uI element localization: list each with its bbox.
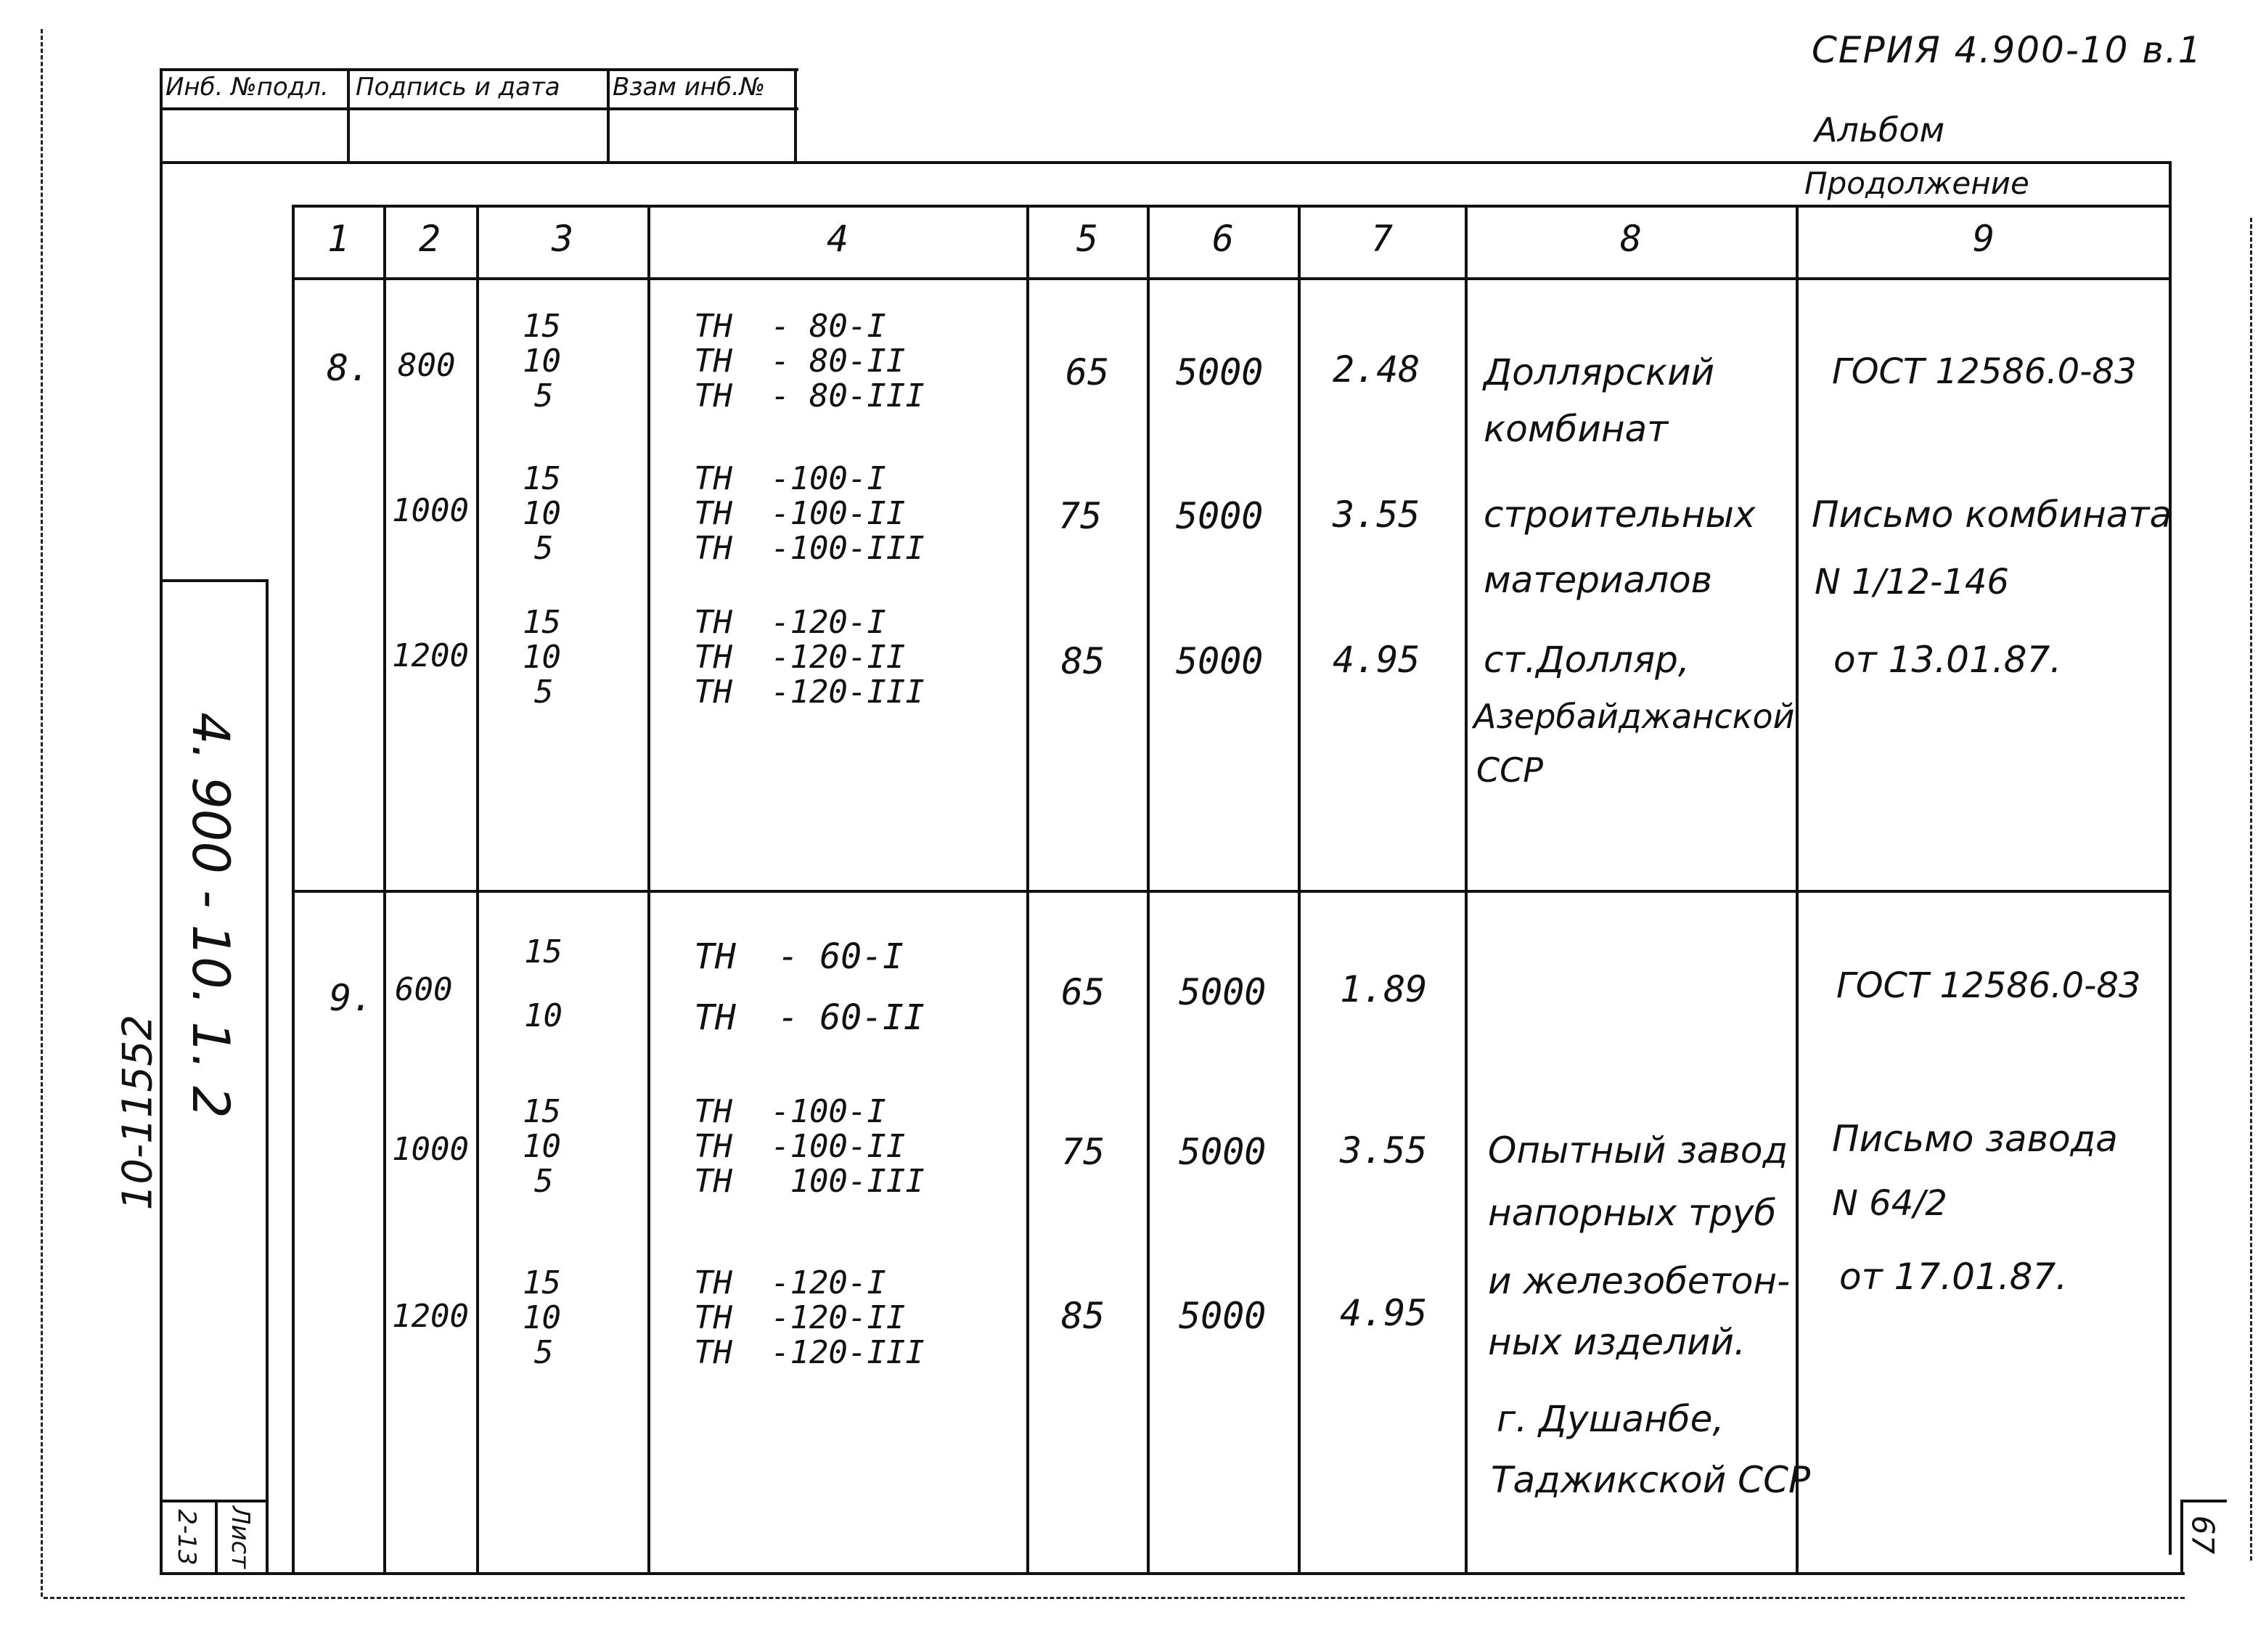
manufacturer-line: и железобетон- — [1488, 1260, 1791, 1302]
manufacturer-line: ных изделий. — [1488, 1321, 1746, 1363]
col-line-8 — [1796, 205, 1799, 1574]
col-line-0 — [292, 205, 295, 1574]
col-line-1 — [383, 205, 386, 1574]
stamp-divider-1 — [347, 68, 350, 163]
pressure-value: 15 — [523, 308, 561, 345]
pipe-mark: ТН -100-II — [694, 1128, 906, 1165]
standard-reference: ГОСТ 12586.0-83 — [1836, 965, 2141, 1006]
col-header-9: 9 — [1972, 218, 1995, 260]
pressure-value: 5 — [534, 530, 554, 567]
col6-cell: 5000 — [1179, 1131, 1267, 1173]
manufacturer-line: Доллярский — [1484, 351, 1715, 393]
page-number: 67 — [2185, 1515, 2221, 1555]
pipe-mark-list — [694, 1266, 925, 1370]
manufacturer-line: Опытный завод — [1488, 1129, 1788, 1171]
pressure-value: 10 — [523, 495, 561, 532]
pressure-value: 15 — [524, 933, 563, 970]
col-line-6 — [1298, 205, 1301, 1574]
pipe-mark: ТН -120-I — [694, 1264, 886, 1301]
pipe-mark: ТН - 60-I — [694, 936, 904, 977]
pipe-mark: ТН -120-III — [694, 674, 925, 711]
letter-date: от 13.01.87. — [1833, 639, 2062, 681]
col6-cell: 5000 — [1176, 495, 1264, 537]
pressure-value: 15 — [523, 604, 561, 641]
designation-text: 4. 900 - 10. 1. 2 — [181, 712, 240, 1119]
pressure-value: 5 — [534, 377, 554, 414]
document-code: 10-11552 — [114, 1014, 162, 1211]
letter-reference: Письмо комбината — [1812, 494, 2172, 536]
page-trim-left — [41, 29, 43, 1597]
col-line-2 — [476, 205, 479, 1574]
series-label: СЕРИЯ 4.900-10 в.1 — [1812, 29, 2203, 71]
col5-cell: 85 — [1061, 640, 1105, 682]
pressure-value: 10 — [523, 343, 561, 380]
pressure-value: 5 — [534, 1163, 554, 1200]
manufacturer-line: строительных — [1484, 494, 1756, 536]
letter-number: N 1/12-146 — [1815, 562, 2009, 602]
frame-top — [160, 68, 798, 71]
manufacturer-line: материалов — [1484, 559, 1713, 601]
pipe-mark-list — [694, 1095, 925, 1199]
col-line-5 — [1147, 205, 1150, 1574]
pipe-mark: ТН - 80-III — [694, 377, 925, 414]
pressure-value: 5 — [534, 1334, 554, 1371]
pipe-mark: ТН -120-I — [694, 604, 886, 641]
col6-cell: 5000 — [1176, 351, 1264, 393]
pressure-value: 10 — [523, 639, 561, 676]
pipe-mark: ТН -120-II — [694, 1299, 906, 1336]
pipe-mark: ТН -100-I — [694, 460, 886, 497]
manufacturer-line: ст.Долляр, — [1484, 639, 1690, 681]
diameter-cell: 600 — [395, 971, 453, 1008]
col5-cell: 85 — [1061, 1295, 1105, 1337]
col-line-4 — [1026, 205, 1029, 1574]
manufacturer-line: комбинат — [1484, 408, 1669, 450]
pressure-class-list — [523, 1095, 561, 1199]
stamp-col-inventory: Инб. №подл. — [165, 73, 329, 102]
col6-cell: 5000 — [1179, 971, 1267, 1013]
manufacturer-line: ССР — [1476, 751, 1543, 790]
page-trim-right — [2250, 218, 2252, 1561]
col-line-7 — [1465, 205, 1468, 1574]
col-header-1: 1 — [327, 218, 350, 260]
manufacturer-line: напорных труб — [1488, 1192, 1777, 1234]
frame-bottom — [160, 1572, 2185, 1575]
stamp-col-replace: Взам инб.№ — [613, 73, 766, 102]
pressure-value: 10 — [523, 1299, 561, 1336]
pipe-mark-list — [694, 605, 925, 710]
col7-cell: 3.55 — [1340, 1129, 1428, 1171]
pipe-mark: ТН -100-II — [694, 495, 906, 532]
letter-date: от 17.01.87. — [1839, 1256, 2068, 1298]
pressure-value: 15 — [523, 460, 561, 497]
pressure-value: 10 — [523, 1128, 561, 1165]
table-header-rule — [292, 277, 2172, 280]
col7-cell: 2.48 — [1333, 348, 1420, 390]
page-number-box-left — [2180, 1500, 2183, 1574]
frame-right — [2169, 161, 2172, 1555]
pressure-value: 15 — [523, 1093, 561, 1130]
col5-cell: 75 — [1058, 495, 1103, 537]
pipe-mark: ТН -120-III — [694, 1334, 925, 1371]
side-block-right — [266, 579, 269, 1574]
page-trim-bottom — [44, 1597, 2185, 1599]
diameter-cell: 1000 — [392, 492, 469, 529]
pipe-mark: ТН -100-I — [694, 1093, 886, 1130]
page-number-box-top — [2180, 1500, 2227, 1502]
pipe-mark: ТН - 80-I — [694, 308, 886, 345]
diameter-cell: 1200 — [392, 637, 469, 674]
pressure-value: 15 — [523, 1264, 561, 1301]
pressure-class-list — [523, 605, 561, 710]
sheet-label: Лист — [226, 1505, 255, 1569]
letter-number: N 64/2 — [1832, 1183, 1947, 1224]
pressure-class-list — [523, 462, 561, 566]
col5-cell: 75 — [1061, 1131, 1105, 1173]
letter-reference: Письмо завода — [1832, 1118, 2118, 1160]
col-header-6: 6 — [1211, 218, 1235, 260]
manufacturer-line: Таджикской ССР — [1491, 1459, 1811, 1501]
continuation-label: Продолжение — [1804, 165, 2029, 201]
pipe-mark: ТН -100-III — [694, 530, 925, 567]
manufacturer-line: Азербайджанской — [1473, 697, 1795, 736]
col-header-4: 4 — [826, 218, 849, 260]
col-header-5: 5 — [1076, 218, 1099, 260]
frame-left — [160, 68, 163, 1574]
col5-cell: 65 — [1065, 351, 1110, 393]
col-header-3: 3 — [551, 218, 574, 260]
col6-cell: 5000 — [1179, 1295, 1267, 1337]
col-header-2: 2 — [418, 218, 441, 260]
group-number: 9. — [330, 977, 374, 1019]
pressure-value: 5 — [534, 674, 554, 711]
col-line-3 — [647, 205, 650, 1574]
col-header-8: 8 — [1619, 218, 1643, 260]
diameter-cell: 1200 — [392, 1298, 469, 1335]
table-group-divider — [292, 890, 2172, 893]
stamp-divider-3 — [794, 68, 797, 163]
col7-cell: 3.55 — [1333, 494, 1420, 536]
side-block-top — [160, 579, 267, 582]
col7-cell: 4.95 — [1340, 1292, 1428, 1334]
manufacturer-line: г. Душанбе, — [1497, 1398, 1725, 1440]
pressure-value: 10 — [524, 997, 563, 1034]
side-block-sheet-divider — [215, 1500, 218, 1574]
pipe-mark: ТН -120-II — [694, 639, 906, 676]
diameter-cell: 800 — [398, 347, 456, 384]
pipe-mark: ТН 100-III — [694, 1163, 925, 1200]
stamp-col-signature: Подпись и дата — [356, 73, 560, 102]
col7-cell: 4.95 — [1333, 639, 1420, 681]
pipe-mark-list — [694, 462, 925, 566]
diameter-cell: 1000 — [392, 1131, 469, 1168]
col5-cell: 65 — [1061, 971, 1105, 1013]
pipe-mark: ТН - 60-II — [694, 997, 925, 1038]
col7-cell: 1.89 — [1340, 968, 1428, 1010]
sheet-number: 2-13 — [172, 1509, 201, 1566]
pressure-class-list — [523, 1266, 561, 1370]
pipe-mark-list — [694, 309, 925, 414]
side-block-sheet-rule — [160, 1500, 267, 1502]
stamp-divider-2 — [607, 68, 610, 163]
pressure-class-list — [523, 309, 561, 414]
col6-cell: 5000 — [1176, 640, 1264, 682]
album-label: Альбом — [1815, 110, 1945, 150]
group-number: 8. — [327, 347, 371, 389]
stamp-header-rule — [160, 107, 798, 110]
col-header-7: 7 — [1370, 218, 1394, 260]
standard-reference: ГОСТ 12586.0-83 — [1832, 351, 2137, 392]
pipe-mark: ТН - 80-II — [694, 343, 906, 380]
frame-upper-rule — [160, 161, 2172, 164]
table-top-rule — [292, 205, 2172, 208]
